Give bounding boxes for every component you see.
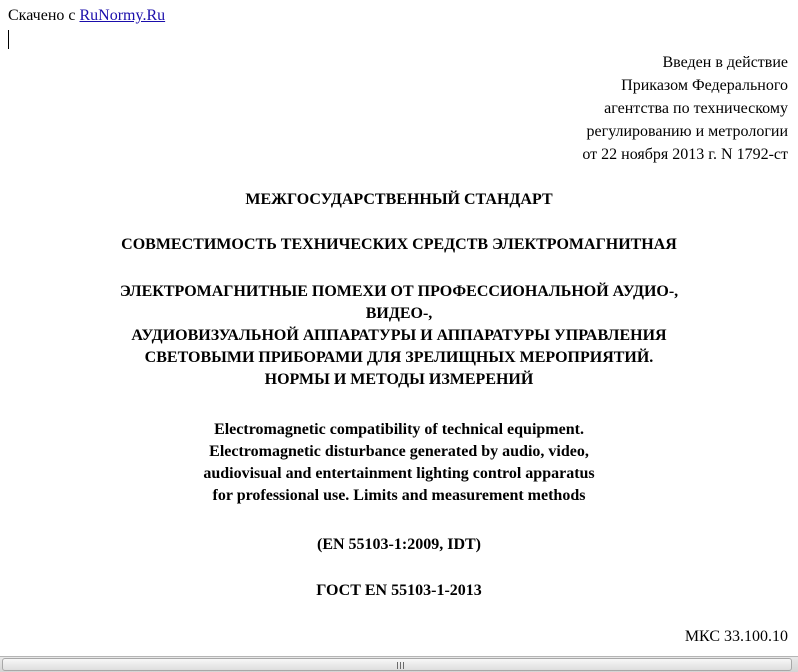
standard-type-text: МЕЖГОСУДАРСТВЕННЫЙ СТАНДАРТ xyxy=(245,191,553,208)
subtitle-block xyxy=(0,281,798,391)
standard-designation xyxy=(0,580,798,602)
enactment-line: регулированию и метрологии xyxy=(586,123,788,140)
enactment-line: от 22 ноября 2013 г. N 1792-ст xyxy=(582,146,788,163)
source-line xyxy=(8,6,165,26)
source-prefix: Скачено с xyxy=(8,7,76,24)
designation-text: ГОСТ EN 55103-1-2013 xyxy=(316,582,482,599)
english-title-line: Electromagnetic disturbance generated by audio, video, xyxy=(209,443,589,460)
runormy-link[interactable]: RuNormy.Ru xyxy=(79,7,166,24)
equivalence-text: (EN 55103-1:2009, IDT) xyxy=(317,536,481,553)
english-title-line: Electromagnetic compatibility of technical equipment. xyxy=(214,421,584,438)
enactment-line: агентства по техническому xyxy=(604,100,788,117)
enactment-block xyxy=(582,51,788,166)
grip-icon xyxy=(397,662,406,669)
subtitle-line: СВЕТОВЫМИ ПРИБОРАМИ ДЛЯ ЗРЕЛИЩНЫХ МЕРОПРИЯТИЙ. xyxy=(144,349,654,366)
enactment-line: Приказом Федерального xyxy=(621,77,788,94)
scrollbar-thumb[interactable] xyxy=(2,658,792,671)
main-title-text: СОВМЕСТИМОСТЬ ТЕХНИЧЕСКИХ СРЕДСТВ ЭЛЕКТРОМАГНИТНАЯ xyxy=(121,236,677,253)
enactment-line: Введен в действие xyxy=(662,54,788,71)
english-title-block xyxy=(0,419,798,507)
subtitle-line: ЭЛЕКТРОМАГНИТНЫЕ ПОМЕХИ ОТ ПРОФЕССИОНАЛЬНОЙ АУДИО-, xyxy=(119,283,679,300)
standard-type-heading xyxy=(0,189,798,211)
equivalence-note xyxy=(0,534,798,556)
subtitle-line: АУДИОВИЗУАЛЬНОЙ АППАРАТУРЫ И АППАРАТУРЫ УПРАВЛЕНИЯ xyxy=(131,327,667,344)
english-title-line: audiovisual and entertainment lighting control apparatus xyxy=(203,465,595,482)
subtitle-line: НОРМЫ И МЕТОДЫ ИЗМЕРЕНИЙ xyxy=(264,371,534,388)
horizontal-scrollbar[interactable] xyxy=(0,656,798,672)
main-title xyxy=(0,234,798,256)
subtitle-line: ВИДЕО-, xyxy=(365,305,433,322)
english-title-line: for professional use. Limits and measurement methods xyxy=(212,487,586,504)
text-cursor xyxy=(8,30,9,49)
classification-code: МКС 33.100.10 xyxy=(684,628,788,645)
